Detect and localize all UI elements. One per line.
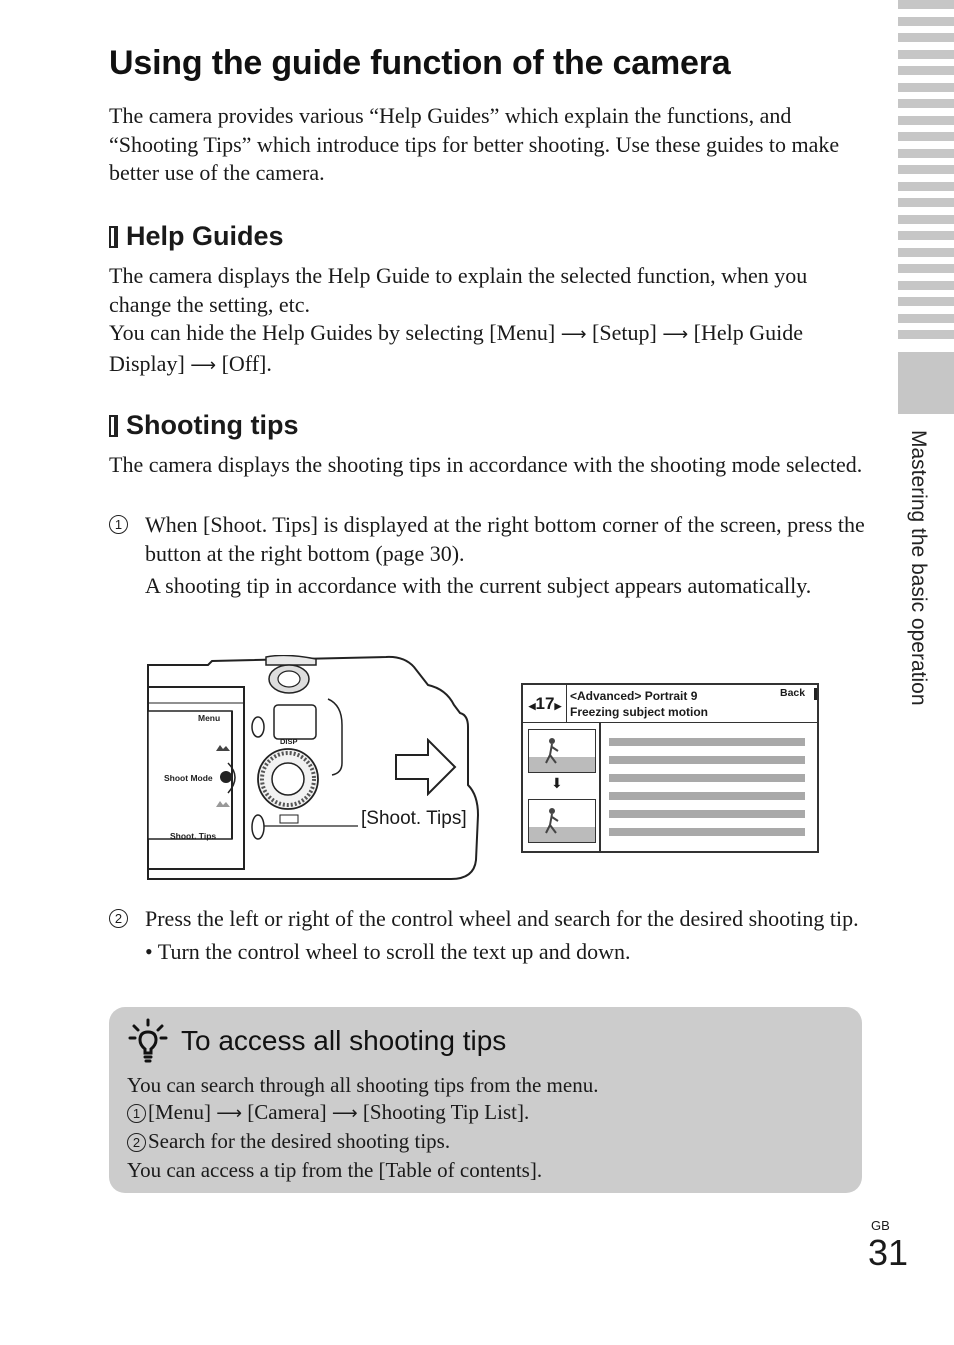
- arrow-icon: ⟶: [662, 324, 689, 345]
- intro-paragraph: The camera provides various “Help Guides” which explain the functions, and “Shooting Tips” which introduce tips for better shooting. Use these guides to make better use of the camera.: [109, 103, 840, 185]
- step-1-subtext: A shooting tip in accordance with the current subject appears automatically.: [145, 573, 812, 598]
- hint-line-4: You can access a tip from the [Table of contents].: [127, 1158, 543, 1182]
- hint-step1c: [Shooting Tip List].: [357, 1100, 530, 1124]
- down-arrow-icon: ⬇: [551, 775, 563, 791]
- hint-line-1: You can search through all shooting tips from the menu.: [127, 1073, 599, 1097]
- cam-menu-label: Menu: [198, 713, 221, 723]
- step-number-icon: 1: [109, 515, 128, 534]
- arrow-icon: ⟶: [331, 1103, 358, 1124]
- cam-shoot-mode-label: Shoot Mode: [164, 773, 213, 783]
- step-2: [109, 905, 869, 966]
- right-arrow-icon: [394, 738, 458, 796]
- tip-index: [523, 694, 567, 714]
- section-tab: [898, 352, 954, 414]
- heading-marker-icon: [109, 226, 118, 248]
- shooting-tips-intro: The camera displays the shooting tips in accordance with the shooting mode selected.: [109, 452, 863, 477]
- step-number-icon: 2: [127, 1133, 146, 1152]
- help-guides-line2c: [Help Guide Display]: [109, 320, 803, 376]
- side-section-label: Mastering the basic operation: [907, 430, 930, 706]
- help-guides-line2b: [Setup]: [586, 320, 663, 345]
- back-bar-icon: [814, 688, 817, 700]
- left-triangle-icon: ◀: [528, 701, 536, 711]
- shooting-tip-screen: [521, 683, 819, 853]
- cam-shoot-tips-label: Shoot. Tips: [170, 831, 217, 841]
- step-number-icon: 2: [109, 909, 128, 928]
- page-title: Using the guide function of the camera: [109, 44, 731, 82]
- step-1: [109, 511, 869, 601]
- tip-thumbnail-after: [528, 799, 596, 843]
- arrow-icon: ⟶: [190, 354, 217, 376]
- tip-title-1: <Advanced> Portrait 9: [570, 689, 698, 703]
- shoot-tips-callout: [Shoot. Tips]: [361, 808, 467, 829]
- tip-index-number: 17: [535, 694, 555, 713]
- cam-disp-label: DISP: [280, 737, 298, 746]
- help-guides-heading-text: Help Guides: [126, 221, 284, 251]
- margin-stripes: [898, 0, 954, 345]
- step-2-bullet: • Turn the control wheel to scroll the text up and down.: [145, 938, 631, 964]
- hint-step-1: [127, 1099, 529, 1127]
- lightbulb-icon: [128, 1018, 168, 1064]
- help-guides-line2a: You can hide the Help Guides by selecting [Menu]: [109, 320, 561, 345]
- hint-title: To access all shooting tips: [181, 1025, 507, 1056]
- arrow-icon: ⟶: [216, 1103, 243, 1124]
- step-2-text: Press the left or right of the control wheel and search for the desired shooting tip.: [145, 906, 859, 931]
- hint-step1a: [Menu]: [148, 1100, 217, 1124]
- page-number: 31: [868, 1232, 909, 1273]
- shooting-tips-heading: [109, 410, 298, 441]
- heading-marker-icon: [109, 415, 118, 437]
- back-button[interactable]: Back: [780, 687, 806, 699]
- help-guides-heading: [109, 221, 284, 252]
- right-triangle-icon: ▶: [554, 701, 562, 711]
- arrow-icon: ⟶: [560, 324, 587, 345]
- shooting-tips-heading-text: Shooting tips: [126, 410, 299, 440]
- step-number-icon: 1: [127, 1104, 146, 1123]
- tip-title-2: Freezing subject motion: [570, 705, 709, 719]
- tip-thumbnail-before: [528, 729, 596, 773]
- hint-step-2: [127, 1128, 450, 1154]
- hint-step1b: [Camera]: [242, 1100, 332, 1124]
- help-guides-line1: The camera displays the Help Guide to explain the selected function, when you change the setting, etc.: [109, 263, 808, 317]
- region-label: GB: [871, 1218, 890, 1233]
- help-guides-paragraph: [109, 262, 869, 380]
- step-1-text: When [Shoot. Tips] is displayed at the right bottom corner of the screen, press the button at the right bottom (page 30).: [145, 512, 865, 566]
- hint-step2-text: Search for the desired shooting tips.: [148, 1129, 451, 1153]
- help-guides-line2d: [Off].: [216, 350, 272, 376]
